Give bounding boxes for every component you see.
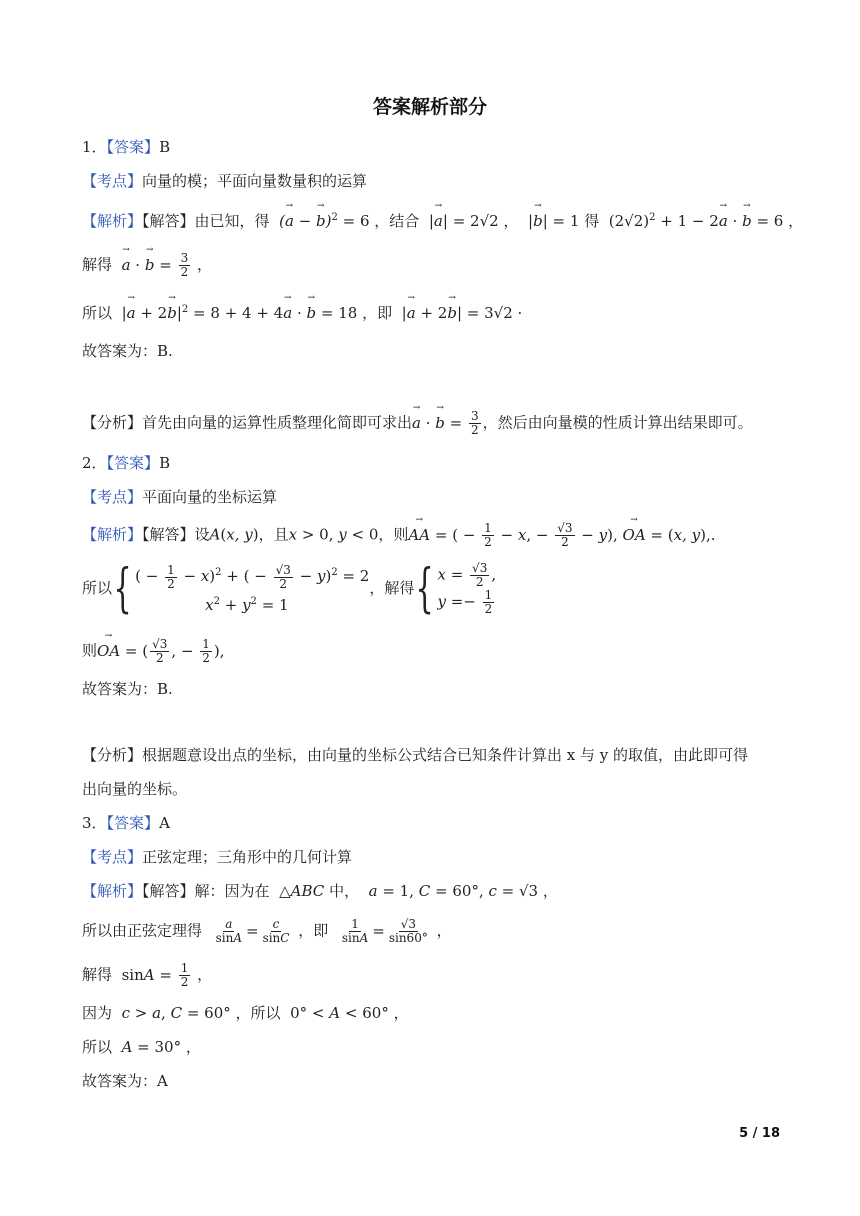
- q3-formula-5: sinA = $\frac{1}{2}$: [121, 961, 189, 989]
- q2-equation-system: ( − $\frac{1}{2}$ − x)$^2$ + ( − $\frac{√3}{2}$ − y)$^2$ = 2 $x^2 + y^2 = 1$: [135, 562, 370, 614]
- q3-formula-1: △ABC: [279, 882, 325, 900]
- q2-text: ，且: [258, 525, 289, 544]
- q3-text: 中，: [329, 882, 360, 900]
- q3-formula-7: 0° < A < 60°: [290, 1004, 389, 1022]
- q3-answer-line: [82, 812, 170, 833]
- q1-formula-2: |→ a| = 2√2: [424, 212, 499, 230]
- q2-jiexi-tag: 【解析】: [82, 525, 143, 544]
- q3-text: ，: [393, 1004, 409, 1022]
- q2-conclusion: 故答案为：B.: [82, 680, 173, 698]
- q2-text: ，则: [378, 525, 409, 544]
- q3-text: 解：因为在: [194, 882, 270, 900]
- q2-kaodian: 平面向量的坐标运算: [142, 488, 278, 506]
- q1-jiexi-tag: 【解析】: [82, 212, 143, 230]
- q2-formula-2: x > 0, y < 0: [288, 525, 379, 544]
- q2-analysis-line-2: 出向量的坐标。: [82, 780, 188, 798]
- q2-number: 2．: [82, 454, 107, 472]
- q1-analysis-line: [82, 410, 753, 437]
- q3-solution-line-5: [82, 1036, 201, 1057]
- q1-text: ，: [196, 255, 212, 274]
- q2-text: ，解得: [369, 579, 415, 597]
- q2-formula-3: → AA = ( − $\frac{1}{2}$ − x, − $\frac{√3}{2}$ − y), → OA = (x, y),.: [408, 526, 715, 544]
- q1-formula-5: → a · → b = $\frac{3}{2}$: [117, 256, 192, 274]
- q1-conclusion: 故答案为：B.: [82, 342, 173, 360]
- q1-formula-3: |→ b| = 1: [523, 212, 579, 230]
- q3-conclusion: 故答案为：A: [82, 1072, 168, 1090]
- q3-formula-8: A = 30°: [116, 1038, 182, 1056]
- q2-jieda-tag: 【解答】: [142, 525, 195, 544]
- q1-text: 由已知，得: [194, 212, 270, 230]
- q2-answer: B: [159, 454, 171, 472]
- q1-formula-7: |→ a + 2→ b| = 3√2 ·: [397, 304, 522, 322]
- q2-answer-tag: 【答案】: [106, 454, 160, 472]
- q3-text: 因为: [82, 1004, 113, 1022]
- q1-formula-6: |→ $a + 2\to b|^2 = 8 + 4 + 4\to a$ · → b = 18: [117, 304, 358, 322]
- q3-formula-6: c > a, C = 60°: [116, 1004, 231, 1022]
- q3-jiexi-tag: 【解析】: [82, 882, 143, 900]
- q2-analysis-line-1: [82, 744, 748, 765]
- q3-solution-line-3: [82, 962, 212, 989]
- q3-solution-line-1: [82, 880, 558, 901]
- q1-text: ，即: [362, 304, 393, 322]
- q2-text: 根据题意设出点的坐标，由向量的坐标公式结合已知条件计算出 x 与 y 的取值，由此即可得: [142, 746, 749, 764]
- q3-text: ，: [197, 965, 213, 984]
- q1-text: ，结合: [374, 212, 420, 230]
- q1-solution-line-3: [82, 302, 522, 323]
- q1-solution-line-1: [82, 210, 803, 231]
- q3-text: ，即: [298, 921, 329, 940]
- q1-text: 所以: [82, 304, 113, 322]
- page-title: 答案解析部分: [372, 96, 487, 118]
- q1-jieda-tag: 【解答】: [142, 212, 195, 230]
- q1-text: 得: [584, 212, 600, 230]
- q2-formula-4: → OA = ( $\frac{√3}{2}$ , − $\frac{1}{2}$ ),: [97, 642, 225, 660]
- q3-number: 3．: [82, 814, 107, 832]
- page-number: 5 / 18: [739, 1126, 780, 1141]
- q1-text: ，: [503, 212, 519, 230]
- left-brace-icon: {: [415, 559, 435, 619]
- q1-kaodian-tag: 【考点】: [82, 172, 143, 190]
- q1-text: ，: [788, 212, 804, 230]
- q3-solution-line-2: [82, 918, 452, 945]
- q2-text: 所以: [82, 579, 113, 597]
- left-brace-icon: {: [113, 559, 132, 619]
- q1-formula-8: → a · → b = $\frac{3}{2}$: [412, 414, 483, 432]
- q3-text: ，: [185, 1038, 201, 1056]
- q3-formula-2: a = 1, C = 60°, c = √3: [363, 882, 539, 900]
- q2-answer-line: [82, 452, 170, 473]
- q3-text: 所以由正弦定理得: [82, 921, 203, 940]
- q2-formula-1: A(x, y): [209, 525, 259, 544]
- q1-text: 解得: [82, 255, 113, 274]
- q3-solution-line-4: [82, 1002, 409, 1023]
- q3-kaodian-line: [82, 846, 352, 867]
- q3-jieda-tag: 【解答】: [142, 882, 195, 900]
- q1-number: 1．: [82, 138, 107, 156]
- q3-formula-4: $\frac{1}{\sin A}$ = $\frac{√3}{\sin 60^\circ}$: [341, 917, 428, 945]
- q3-text: ，所以: [235, 1004, 281, 1022]
- q2-solution-line-3: [82, 638, 225, 665]
- q1-answer-tag: 【答案】: [106, 138, 160, 156]
- q2-solution-line-1: [82, 522, 716, 549]
- q2-solution-line-2: [82, 559, 497, 619]
- q1-formula-4: $(2√2)^2 + 1 - 2\to a$ · → b = 6: [604, 212, 783, 230]
- q1-kaodian-line: [82, 170, 367, 191]
- q3-formula-3: $\frac{a}{\sin A}$ = $\frac{c}{\sin C}$: [215, 917, 290, 945]
- q2-text: 设: [194, 525, 210, 544]
- q1-answer-line: [82, 136, 170, 157]
- q2-kaodian-line: [82, 486, 277, 507]
- q2-solution-system: x = $\frac{√3}{2}$ , y =− $\frac{1}{2}$: [437, 561, 497, 616]
- q2-text: 则: [82, 641, 98, 660]
- q1-answer: B: [159, 138, 171, 156]
- q3-text: ，: [436, 921, 452, 940]
- q2-fenxi-tag: 【分析】: [82, 746, 143, 764]
- q1-fenxi-tag: 【分析】: [82, 413, 143, 432]
- q3-kaodian: 正弦定理；三角形中的几何计算: [142, 848, 353, 866]
- q1-formula-1: (→ a − → b)$^2$ = 6: [274, 212, 369, 230]
- q2-kaodian-tag: 【考点】: [82, 488, 143, 506]
- q1-solution-line-2: [82, 252, 212, 279]
- q3-answer: A: [159, 814, 170, 832]
- q3-text: 所以: [82, 1038, 113, 1056]
- q3-text: 解得: [82, 965, 113, 984]
- q1-text: ，然后由向量模的性质计算出结果即可。: [482, 413, 753, 432]
- q3-kaodian-tag: 【考点】: [82, 848, 143, 866]
- q3-answer-tag: 【答案】: [106, 814, 160, 832]
- q1-text: 首先由向量的运算性质整理化简即可求出: [142, 413, 413, 432]
- q1-kaodian: 向量的模；平面向量数量积的运算: [142, 172, 368, 190]
- q3-text: ，: [542, 882, 558, 900]
